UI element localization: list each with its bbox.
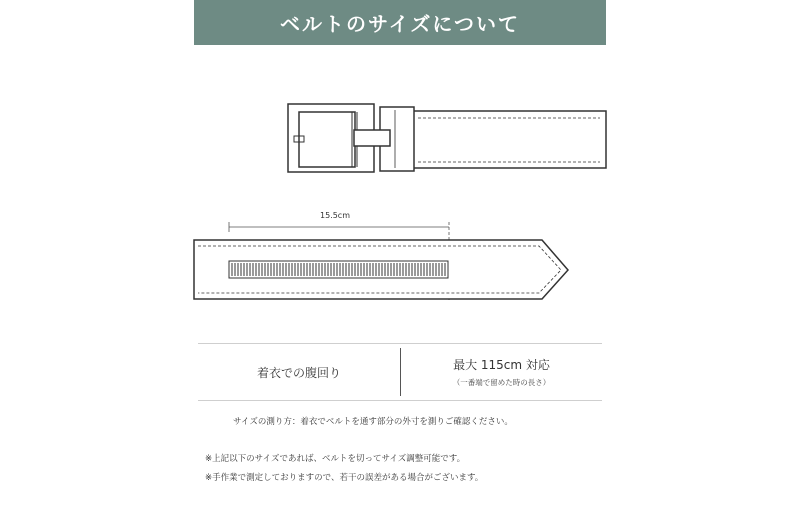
waist-label: 着衣での腹回り <box>256 365 341 380</box>
size-table <box>198 343 602 401</box>
page-title-text: ベルトのサイズについて <box>280 12 520 36</box>
measurement-label: 15.5cm <box>319 211 351 220</box>
belt-buckle-illustration <box>288 104 606 172</box>
note-error-margin: ※手作業で測定しておりますので、若干の誤差がある場合がございます。 <box>205 473 484 483</box>
max-size-note: （一番端で留めた時の長さ） <box>452 378 551 387</box>
max-size-label: 最大 115cm 対応 <box>453 358 550 372</box>
max-size-cell <box>401 344 602 400</box>
measure-instruction: サイズの測り方：着衣でベルトを通す部分の外寸を測りご確認ください。 <box>233 417 513 427</box>
waist-label-cell <box>198 344 400 400</box>
belt-holes-area <box>229 261 448 278</box>
note-adjustable: ※上記以下のサイズであれば、ベルトを切ってサイズ調整可能です。 <box>205 454 466 464</box>
